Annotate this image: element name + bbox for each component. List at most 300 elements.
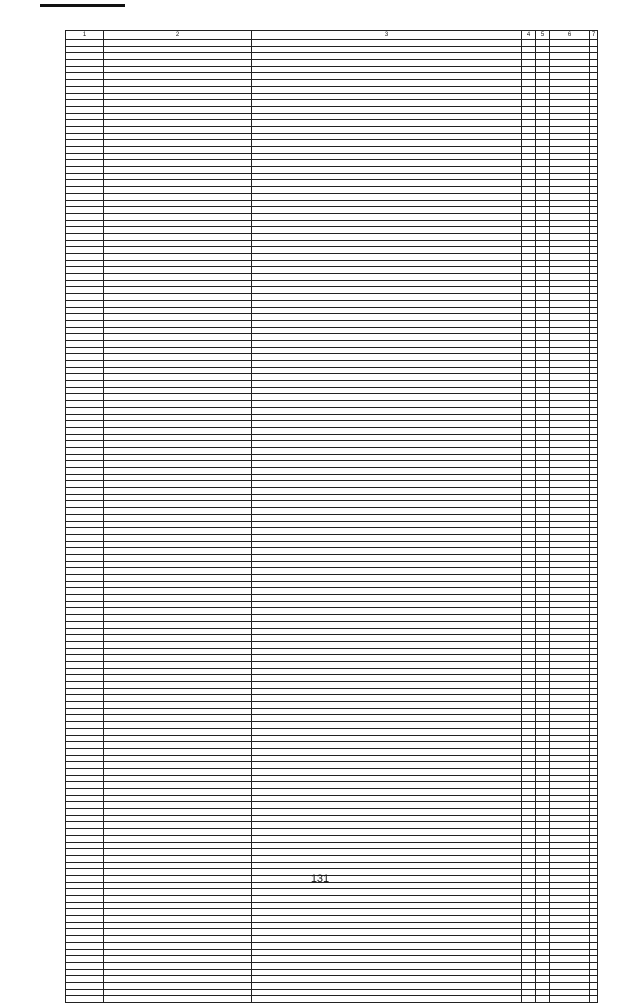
table-cell bbox=[590, 274, 598, 281]
table-cell bbox=[550, 942, 590, 949]
table-cell bbox=[252, 300, 522, 307]
table-row bbox=[66, 193, 598, 200]
table-row bbox=[66, 300, 598, 307]
table-cell bbox=[522, 374, 536, 381]
table-cell bbox=[550, 240, 590, 247]
table-cell bbox=[590, 521, 598, 528]
table-row bbox=[66, 775, 598, 782]
table-cell bbox=[590, 461, 598, 468]
table-row bbox=[66, 601, 598, 608]
table-cell bbox=[550, 53, 590, 60]
table-cell bbox=[536, 802, 550, 809]
works-table bbox=[65, 30, 598, 1003]
table-cell bbox=[252, 280, 522, 287]
table-cell bbox=[66, 922, 104, 929]
table-cell bbox=[590, 147, 598, 154]
table-row bbox=[66, 180, 598, 187]
table-cell bbox=[536, 762, 550, 769]
table-cell bbox=[252, 815, 522, 822]
table-cell bbox=[522, 267, 536, 274]
table-cell bbox=[104, 367, 252, 374]
table-row bbox=[66, 260, 598, 267]
table-row bbox=[66, 340, 598, 347]
table-cell bbox=[66, 394, 104, 401]
table-cell bbox=[590, 200, 598, 207]
table-cell bbox=[66, 133, 104, 140]
table-row bbox=[66, 815, 598, 822]
table-cell bbox=[522, 254, 536, 261]
table-row bbox=[66, 755, 598, 762]
table-cell bbox=[590, 468, 598, 475]
table-cell bbox=[522, 835, 536, 842]
table-cell bbox=[550, 949, 590, 956]
table-cell bbox=[66, 106, 104, 113]
table-cell bbox=[590, 802, 598, 809]
table-cell bbox=[66, 682, 104, 689]
table-body bbox=[66, 40, 598, 1003]
table-cell bbox=[550, 835, 590, 842]
table-cell bbox=[66, 668, 104, 675]
table-row bbox=[66, 575, 598, 582]
table-cell bbox=[536, 728, 550, 735]
table-cell bbox=[590, 327, 598, 334]
table-cell bbox=[66, 474, 104, 481]
table-row bbox=[66, 233, 598, 240]
table-cell bbox=[66, 160, 104, 167]
table-cell bbox=[252, 809, 522, 816]
table-cell bbox=[252, 581, 522, 588]
table-cell bbox=[550, 916, 590, 923]
table-cell bbox=[66, 942, 104, 949]
table-cell bbox=[104, 207, 252, 214]
table-cell bbox=[252, 267, 522, 274]
table-cell bbox=[104, 334, 252, 341]
table-cell bbox=[550, 461, 590, 468]
table-cell bbox=[550, 447, 590, 454]
table-cell bbox=[66, 601, 104, 608]
table-cell bbox=[550, 768, 590, 775]
table-cell bbox=[104, 394, 252, 401]
table-cell bbox=[66, 702, 104, 709]
table-cell bbox=[66, 815, 104, 822]
table-cell bbox=[590, 287, 598, 294]
table-cell bbox=[104, 855, 252, 862]
table-row bbox=[66, 615, 598, 622]
table-cell bbox=[66, 775, 104, 782]
header-cell: 6 bbox=[550, 31, 590, 40]
table-cell bbox=[522, 675, 536, 682]
table-cell bbox=[522, 962, 536, 969]
table-cell bbox=[66, 621, 104, 628]
table-cell bbox=[104, 688, 252, 695]
table-cell bbox=[522, 802, 536, 809]
table-cell bbox=[522, 160, 536, 167]
table-cell bbox=[550, 775, 590, 782]
table-row bbox=[66, 60, 598, 67]
table-cell bbox=[550, 936, 590, 943]
table-cell bbox=[252, 233, 522, 240]
table-cell bbox=[550, 735, 590, 742]
table-cell bbox=[104, 501, 252, 508]
table-cell bbox=[590, 936, 598, 943]
table-cell bbox=[66, 548, 104, 555]
table-cell bbox=[104, 167, 252, 174]
table-cell bbox=[590, 628, 598, 635]
table-cell bbox=[550, 976, 590, 983]
table-cell bbox=[590, 441, 598, 448]
table-cell bbox=[536, 367, 550, 374]
table-cell bbox=[550, 153, 590, 160]
table-cell bbox=[550, 367, 590, 374]
table-cell bbox=[536, 896, 550, 903]
table-cell bbox=[104, 795, 252, 802]
table-cell bbox=[66, 762, 104, 769]
table-cell bbox=[252, 708, 522, 715]
table-cell bbox=[550, 668, 590, 675]
table-cell bbox=[522, 648, 536, 655]
table-cell bbox=[104, 962, 252, 969]
table-cell bbox=[252, 661, 522, 668]
table-cell bbox=[536, 501, 550, 508]
table-cell bbox=[536, 160, 550, 167]
table-cell bbox=[252, 748, 522, 755]
table-cell bbox=[550, 274, 590, 281]
table-row bbox=[66, 294, 598, 301]
table-cell bbox=[590, 829, 598, 836]
table-cell bbox=[590, 956, 598, 963]
table-cell bbox=[522, 381, 536, 388]
table-row bbox=[66, 106, 598, 113]
table-cell bbox=[522, 40, 536, 47]
table-cell bbox=[252, 274, 522, 281]
table-cell bbox=[104, 648, 252, 655]
table-row bbox=[66, 768, 598, 775]
table-cell bbox=[66, 768, 104, 775]
table-cell bbox=[104, 909, 252, 916]
table-cell bbox=[104, 153, 252, 160]
table-cell bbox=[536, 40, 550, 47]
table-cell bbox=[550, 902, 590, 909]
table-cell bbox=[522, 829, 536, 836]
header-cell: 1 bbox=[66, 31, 104, 40]
table-cell bbox=[252, 147, 522, 154]
table-row bbox=[66, 454, 598, 461]
table-cell bbox=[522, 708, 536, 715]
table-cell bbox=[536, 595, 550, 602]
table-cell bbox=[522, 842, 536, 849]
table-cell bbox=[252, 942, 522, 949]
table-cell bbox=[66, 354, 104, 361]
table-cell bbox=[522, 421, 536, 428]
table-cell bbox=[104, 93, 252, 100]
table-cell bbox=[590, 916, 598, 923]
table-row bbox=[66, 655, 598, 662]
table-cell bbox=[66, 962, 104, 969]
table-cell bbox=[550, 929, 590, 936]
table-cell bbox=[66, 655, 104, 662]
table-cell bbox=[536, 327, 550, 334]
table-cell bbox=[536, 902, 550, 909]
table-cell bbox=[522, 481, 536, 488]
table-cell bbox=[104, 936, 252, 943]
table-cell bbox=[252, 728, 522, 735]
table-cell bbox=[536, 936, 550, 943]
table-cell bbox=[522, 468, 536, 475]
table-cell bbox=[252, 501, 522, 508]
table-cell bbox=[104, 708, 252, 715]
table-row bbox=[66, 762, 598, 769]
table-cell bbox=[66, 742, 104, 749]
table-cell bbox=[104, 361, 252, 368]
table-cell bbox=[66, 260, 104, 267]
table-row bbox=[66, 120, 598, 127]
table-cell bbox=[590, 989, 598, 996]
table-cell bbox=[550, 327, 590, 334]
table-cell bbox=[522, 902, 536, 909]
table-cell bbox=[252, 989, 522, 996]
table-cell bbox=[550, 494, 590, 501]
table-row bbox=[66, 367, 598, 374]
table-cell bbox=[104, 66, 252, 73]
table-cell bbox=[536, 73, 550, 80]
table-cell bbox=[104, 421, 252, 428]
table-cell bbox=[522, 274, 536, 281]
table-cell bbox=[252, 187, 522, 194]
table-cell bbox=[104, 120, 252, 127]
table-cell bbox=[522, 628, 536, 635]
table-cell bbox=[590, 394, 598, 401]
table-cell bbox=[66, 434, 104, 441]
table-row bbox=[66, 829, 598, 836]
table-cell bbox=[252, 976, 522, 983]
table-cell bbox=[66, 334, 104, 341]
table-cell bbox=[104, 742, 252, 749]
table-cell bbox=[550, 401, 590, 408]
table-cell bbox=[590, 782, 598, 789]
table-cell bbox=[590, 695, 598, 702]
table-cell bbox=[522, 347, 536, 354]
table-cell bbox=[66, 956, 104, 963]
table-cell bbox=[536, 615, 550, 622]
table-cell bbox=[522, 554, 536, 561]
table-cell bbox=[252, 207, 522, 214]
table-cell bbox=[550, 568, 590, 575]
table-cell bbox=[522, 133, 536, 140]
table-row bbox=[66, 40, 598, 47]
table-cell bbox=[66, 367, 104, 374]
table-cell bbox=[590, 855, 598, 862]
table-cell bbox=[522, 822, 536, 829]
table-cell bbox=[550, 86, 590, 93]
table-cell bbox=[590, 849, 598, 856]
table-row bbox=[66, 728, 598, 735]
table-cell bbox=[590, 280, 598, 287]
table-cell bbox=[590, 715, 598, 722]
table-cell bbox=[590, 929, 598, 936]
table-cell bbox=[104, 86, 252, 93]
table-cell bbox=[104, 113, 252, 120]
table-cell bbox=[252, 682, 522, 689]
table-cell bbox=[550, 354, 590, 361]
table-cell bbox=[104, 220, 252, 227]
table-cell bbox=[522, 488, 536, 495]
table-row bbox=[66, 147, 598, 154]
table-cell bbox=[590, 374, 598, 381]
table-cell bbox=[550, 468, 590, 475]
table-cell bbox=[252, 481, 522, 488]
table-cell bbox=[104, 608, 252, 615]
table-cell bbox=[522, 862, 536, 869]
table-cell bbox=[590, 514, 598, 521]
table-cell bbox=[252, 635, 522, 642]
table-cell bbox=[536, 648, 550, 655]
table-cell bbox=[252, 655, 522, 662]
table-cell bbox=[550, 394, 590, 401]
table-cell bbox=[550, 889, 590, 896]
table-cell bbox=[590, 387, 598, 394]
table-cell bbox=[536, 361, 550, 368]
table-cell bbox=[522, 120, 536, 127]
table-cell bbox=[66, 421, 104, 428]
table-cell bbox=[590, 120, 598, 127]
table-cell bbox=[522, 514, 536, 521]
table-cell bbox=[522, 849, 536, 856]
table-cell bbox=[104, 294, 252, 301]
table-cell bbox=[252, 668, 522, 675]
table-cell bbox=[522, 702, 536, 709]
table-cell bbox=[522, 46, 536, 53]
table-cell bbox=[590, 809, 598, 816]
table-cell bbox=[522, 768, 536, 775]
table-row bbox=[66, 501, 598, 508]
table-cell bbox=[104, 541, 252, 548]
table-cell bbox=[252, 173, 522, 180]
table-cell bbox=[550, 601, 590, 608]
table-cell bbox=[522, 240, 536, 247]
table-cell bbox=[252, 795, 522, 802]
table-cell bbox=[590, 976, 598, 983]
table-cell bbox=[536, 916, 550, 923]
table-cell bbox=[252, 227, 522, 234]
table-row bbox=[66, 267, 598, 274]
table-cell bbox=[104, 809, 252, 816]
table-cell bbox=[590, 982, 598, 989]
table-cell bbox=[104, 835, 252, 842]
table-cell bbox=[536, 434, 550, 441]
table-cell bbox=[550, 514, 590, 521]
table-cell bbox=[522, 167, 536, 174]
table-cell bbox=[66, 608, 104, 615]
table-cell bbox=[550, 307, 590, 314]
table-cell bbox=[104, 280, 252, 287]
table-cell bbox=[104, 588, 252, 595]
table-cell bbox=[536, 414, 550, 421]
table-cell bbox=[536, 842, 550, 849]
table-cell bbox=[66, 541, 104, 548]
table-cell bbox=[252, 167, 522, 174]
table-cell bbox=[66, 340, 104, 347]
table-cell bbox=[252, 488, 522, 495]
table-row bbox=[66, 996, 598, 1003]
table-cell bbox=[252, 829, 522, 836]
table-cell bbox=[590, 100, 598, 107]
table-cell bbox=[66, 902, 104, 909]
table-row bbox=[66, 488, 598, 495]
table-cell bbox=[252, 949, 522, 956]
table-cell bbox=[104, 628, 252, 635]
table-cell bbox=[522, 715, 536, 722]
table-row bbox=[66, 742, 598, 749]
table-cell bbox=[590, 655, 598, 662]
table-row bbox=[66, 648, 598, 655]
table-cell bbox=[522, 327, 536, 334]
table-cell bbox=[590, 73, 598, 80]
table-cell bbox=[66, 414, 104, 421]
table-cell bbox=[536, 534, 550, 541]
table-cell bbox=[590, 294, 598, 301]
table-cell bbox=[522, 193, 536, 200]
table-cell bbox=[66, 327, 104, 334]
table-cell bbox=[550, 334, 590, 341]
table-cell bbox=[536, 969, 550, 976]
table-cell bbox=[252, 982, 522, 989]
table-cell bbox=[522, 367, 536, 374]
table-cell bbox=[550, 809, 590, 816]
table-cell bbox=[66, 254, 104, 261]
table-cell bbox=[536, 347, 550, 354]
table-cell bbox=[522, 494, 536, 501]
table-cell bbox=[522, 213, 536, 220]
table-cell bbox=[252, 46, 522, 53]
table-cell bbox=[104, 414, 252, 421]
table-cell bbox=[550, 855, 590, 862]
table-cell bbox=[536, 421, 550, 428]
table-cell bbox=[590, 167, 598, 174]
table-cell bbox=[104, 200, 252, 207]
table-row bbox=[66, 702, 598, 709]
table-cell bbox=[522, 461, 536, 468]
table-cell bbox=[66, 588, 104, 595]
table-cell bbox=[590, 822, 598, 829]
table-cell bbox=[252, 474, 522, 481]
table-cell bbox=[590, 815, 598, 822]
table-cell bbox=[590, 722, 598, 729]
table-cell bbox=[104, 160, 252, 167]
table-cell bbox=[550, 287, 590, 294]
table-cell bbox=[550, 862, 590, 869]
table-cell bbox=[590, 173, 598, 180]
table-cell bbox=[536, 200, 550, 207]
table-row bbox=[66, 802, 598, 809]
table-cell bbox=[522, 621, 536, 628]
table-cell bbox=[252, 835, 522, 842]
table-row bbox=[66, 635, 598, 642]
table-cell bbox=[252, 421, 522, 428]
table-cell bbox=[522, 815, 536, 822]
table-row bbox=[66, 782, 598, 789]
table-cell bbox=[536, 735, 550, 742]
table-cell bbox=[522, 434, 536, 441]
table-cell bbox=[550, 956, 590, 963]
table-cell bbox=[536, 320, 550, 327]
table-cell bbox=[550, 80, 590, 87]
table-cell bbox=[252, 213, 522, 220]
table-cell bbox=[252, 401, 522, 408]
table-cell bbox=[104, 374, 252, 381]
table-cell bbox=[252, 468, 522, 475]
table-cell bbox=[550, 213, 590, 220]
table-cell bbox=[66, 675, 104, 682]
